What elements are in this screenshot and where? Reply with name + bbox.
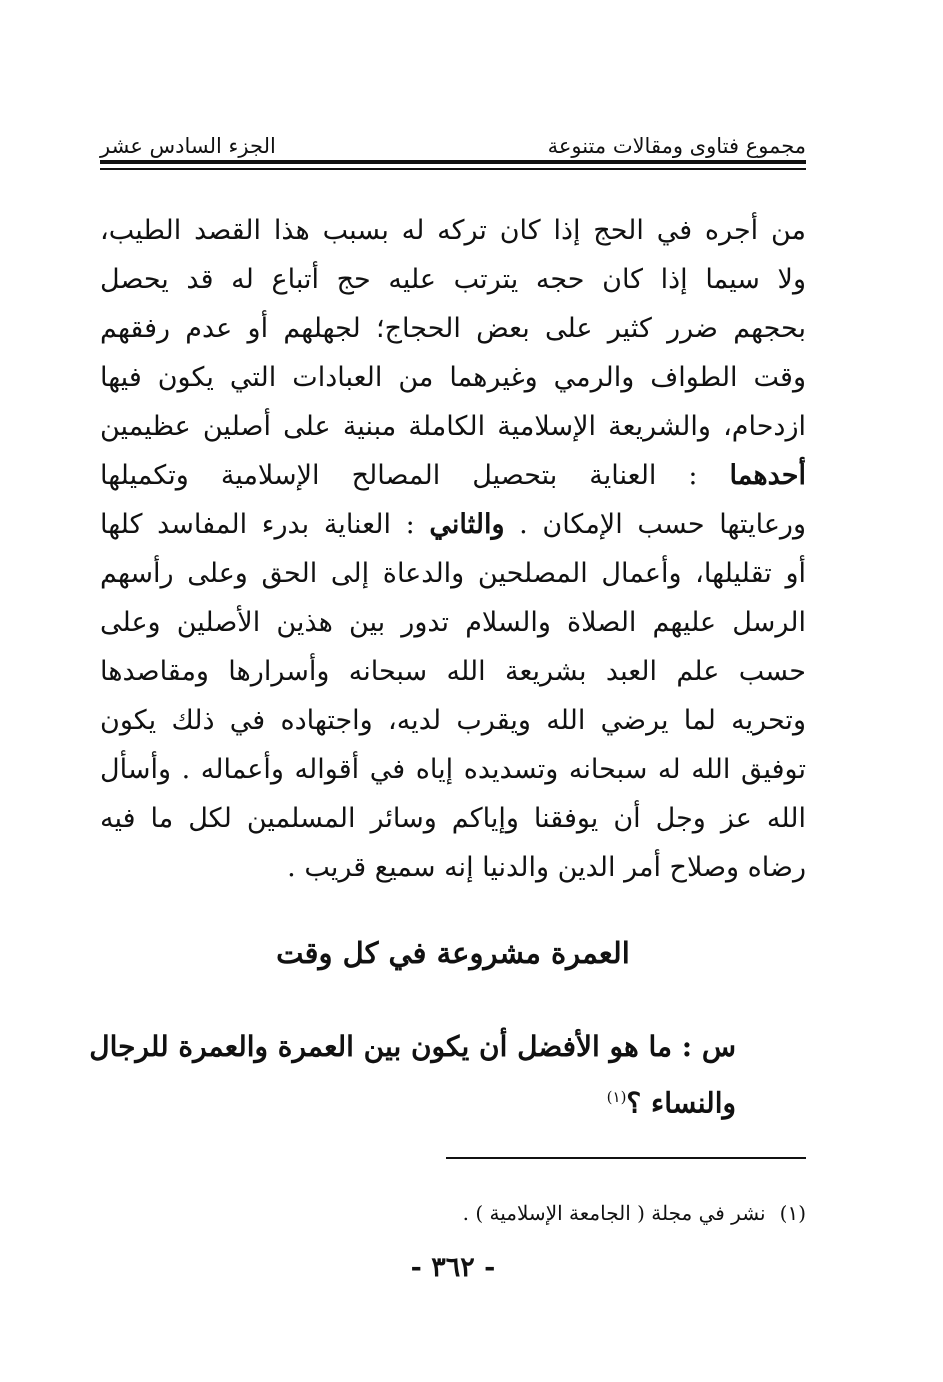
body-line — [100, 451, 806, 500]
body-line — [100, 500, 806, 549]
footnote-reference: (١) — [606, 1088, 627, 1106]
bold-term: أحدهما — [729, 460, 806, 491]
body-text-segment: حسب علم العبد بشريعة الله سبحانه وأسرارها ومقاصدها — [100, 656, 806, 687]
body-line — [100, 353, 806, 402]
body-line — [100, 647, 806, 696]
footnote-text: نشر في مجلة ( الجامعة الإسلامية ) . — [462, 1201, 766, 1225]
body-line — [100, 304, 806, 353]
body-text-segment: رضاه وصلاح أمر الدين والدنيا إنه سميع قريب . — [287, 852, 806, 883]
body-text-segment: توفيق الله له سبحانه وتسديده إياه في أقواله وأعماله . وأسأل — [100, 754, 806, 785]
header-volume-title: الجزء السادس عشر — [100, 134, 276, 158]
body-paragraph — [100, 206, 806, 892]
question-line-2-text: والنساء ؟ — [626, 1086, 736, 1120]
running-header — [100, 118, 806, 158]
header-book-title: مجموع فتاوى ومقالات متنوعة — [547, 134, 806, 158]
question-line-1: س : ما هو الأفضل أن يكون بين العمرة والعمرة للرجال — [89, 1030, 736, 1063]
footnote — [100, 1196, 806, 1230]
body-text-segment: ازدحام، والشريعة الإسلامية الكاملة مبنية على أصلين عظيمين — [100, 411, 806, 442]
bold-term: والثاني — [429, 509, 505, 540]
body-text-segment: بحجهم ضرر كثير على بعض الحجاج؛ لجهلهم أو عدم رفقهم — [100, 313, 806, 344]
body-line — [100, 745, 806, 794]
header-rule-thick — [100, 160, 806, 164]
body-text-segment: وتحريه لما يرضي الله ويقرب لديه، واجتهاده في ذلك يكون — [100, 705, 806, 736]
body-text-segment: الرسل عليهم الصلاة والسلام تدور بين هذين الأصلين وعلى — [100, 607, 806, 638]
body-text-segment: وقت الطواف والرمي وغيرهما من العبادات التي يكون فيها — [100, 362, 806, 393]
section-title: العمرة مشروعة في كل وقت — [276, 936, 630, 970]
body-line — [100, 843, 806, 892]
body-text-segment: أو تقليلها، وأعمال المصلحين والدعاة إلى الحق وعلى رأسهم — [100, 558, 806, 589]
question-block — [89, 1022, 736, 1122]
body-text-segment: ورعايتها حسب الإمكان . — [504, 509, 807, 540]
page-number: - ٣٦٢ - — [410, 1252, 496, 1283]
footnote-rule — [446, 1157, 806, 1159]
body-line — [100, 794, 806, 843]
body-text-segment: الله عز وجل أن يوفقنا وإياكم وسائر المسلمين لكل ما فيه — [100, 803, 806, 834]
body-text-segment: ولا سيما إذا كان حجه يترتب عليه حج أتباع له قد يحصل — [100, 264, 806, 295]
body-line — [100, 255, 806, 304]
body-line — [100, 598, 806, 647]
body-line — [100, 696, 806, 745]
body-line — [100, 549, 806, 598]
body-text-segment: : العناية بدرء المفاسد كلها — [100, 509, 430, 540]
body-text-segment: : العناية بتحصيل المصالح الإسلامية وتكميلها — [100, 460, 730, 491]
body-line — [100, 206, 806, 255]
body-line — [100, 402, 806, 451]
body-text-segment: من أجره في الحج إذا كان تركه له بسبب هذا القصد الطيب، — [100, 215, 806, 246]
header-rule-thin — [100, 168, 806, 170]
question-line-2 — [96, 1072, 736, 1122]
footnote-mark: (١) — [779, 1201, 806, 1225]
